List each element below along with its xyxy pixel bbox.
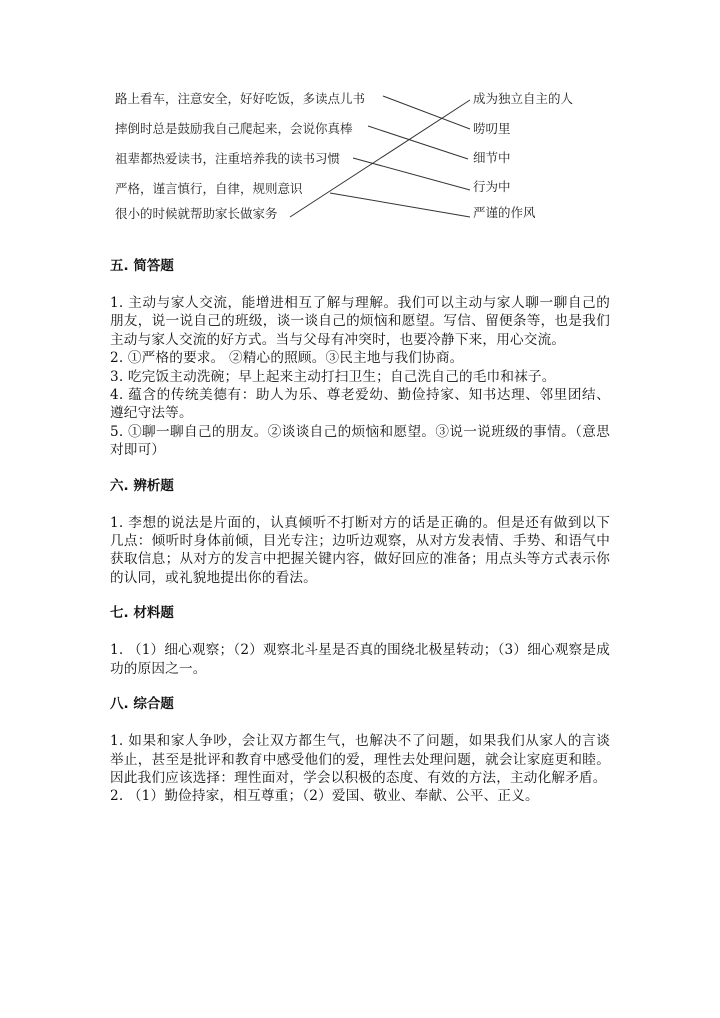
match-right-item: 成为独立自主的人 bbox=[473, 91, 574, 106]
answer-item: 4. 蕴含的传统美德有：助人为乐、尊老爱幼、勤俭持家、知书达理、邻里团结、遵纪守法等。 bbox=[110, 387, 610, 422]
answer-content bbox=[110, 256, 610, 822]
match-left-item: 很小的时候就帮助家长做家务 bbox=[115, 206, 278, 221]
matching-lines bbox=[0, 0, 720, 240]
match-left-item: 摔倒时总是鼓励我自己爬起来，会说你真棒 bbox=[115, 121, 353, 136]
answer-item: 3. 吃完饭主动洗碗；早上起来主动打扫卫生；自己洗自己的毛巾和袜子。 bbox=[110, 368, 556, 385]
answer-item: 1. 如果和家人争吵，会让双方都生气，也解决不了问题，如果我们从家人的言谈举止，甚至是批评和教育中感受他们的爱，理性去处理问题，就会让家庭更和睦。因此我们应该选择：理性面对，学会以积极的态度、有效的方法，主动化解矛盾。 bbox=[110, 733, 610, 786]
section-short-answer bbox=[110, 256, 610, 460]
match-line-1 bbox=[383, 96, 470, 129]
match-right-item: 行为中 bbox=[473, 179, 511, 194]
answer-item: 1. 主动与家人交流，能增进相互了解与理解。我们可以主动与家人聊一聊自己的朋友，说一说自己的班级，谈一谈自己的烦恼和愿望。写信、留便条等，也是我们主动与家人交流的好方式。当与父母有冲突时，也要冷静下来，用心交流。 bbox=[110, 295, 610, 348]
section-comprehensive bbox=[110, 694, 610, 806]
section-title: 六. 辨析题 bbox=[110, 477, 174, 494]
match-line-2 bbox=[368, 126, 468, 159]
match-right-item: 唠叨里 bbox=[473, 121, 511, 136]
matching-exercise bbox=[0, 0, 720, 240]
match-right-item: 细节中 bbox=[473, 150, 511, 165]
answer-item: 1. （1）细心观察；（2）观察北斗星是否真的围绕北极星转动；（3）细心观察是成功的原因之一。 bbox=[110, 642, 610, 677]
match-line-3 bbox=[353, 158, 470, 190]
answer-item: 2. （1）勤俭持家，相互尊重；（2）爱国、敬业、奉献、公平、正义。 bbox=[110, 788, 539, 805]
match-line-4 bbox=[330, 193, 470, 217]
answer-item: 2. ①严格的要求。 ②精心的照顾。③民主地与我们协商。 bbox=[110, 350, 464, 367]
section-analysis bbox=[110, 476, 610, 588]
match-left-item: 祖辈都热爱读书，注重培养我的读书习惯 bbox=[115, 151, 341, 166]
section-title: 八. 综合题 bbox=[110, 696, 174, 713]
match-left-item: 路上看车，注意安全，好好吃饭，多读点儿书 bbox=[115, 91, 366, 106]
section-material bbox=[110, 603, 610, 678]
section-title: 五. 简答题 bbox=[110, 258, 174, 274]
answer-item: 5. ①聊一聊自己的朋友。②谈谈自己的烦恼和愿望。③说一说班级的事情。（意思对即可） bbox=[110, 423, 610, 459]
section-title: 七. 材料题 bbox=[110, 605, 174, 622]
match-right-item: 严谨的作风 bbox=[473, 205, 536, 220]
answer-item: 1. 李想的说法是片面的，认真倾听不打断对方的话是正确的。但是还有做到以下几点：倾听时身体前倾，目光专注；边听边观察，从对方发表情、手势、和语气中获取信息；从对方的发言中把握关键内容，做好回应的准备；用点头等方式表示你的认同，或礼貌地提出你的看法。 bbox=[110, 514, 610, 586]
match-left-item: 严格，谨言慎行，自律，规则意识 bbox=[115, 181, 303, 196]
